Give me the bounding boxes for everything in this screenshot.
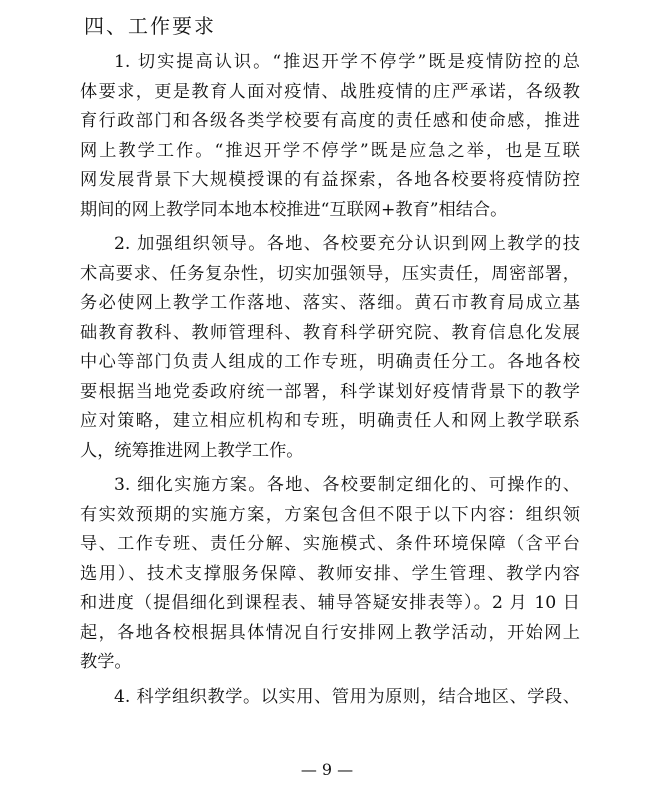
paragraph-3 <box>80 471 580 678</box>
text-line: 人，统筹推进网上教学工作。 <box>80 440 304 461</box>
text-line: 2. 加强组织领导。各地、各校要充分认识到网上教学的技 <box>114 234 580 254</box>
text-line: 体要求，更是教育人面对疫情、战胜疫情的庄严承诺，各级教 <box>80 81 580 102</box>
text-line: 起，各地各校根据具体情况自行安排网上教学活动，开始网上 <box>80 622 580 643</box>
paragraph-1 <box>80 48 580 225</box>
text-line: 4. 科学组织教学。以实用、管用为原则，结合地区、学段、 <box>114 686 580 707</box>
text-line: 务必使网上教学工作落地、落实、落细。黄石市教育局成立基 <box>80 293 580 313</box>
text-line: 和进度（提倡细化到课程表、辅导答疑安排表等）。2 月 10 日 <box>80 593 580 613</box>
text-line: 网发展背景下大规模授课的有益探索，各地各校要将疫情防控 <box>80 170 580 190</box>
paragraph-2 <box>80 230 580 466</box>
section-heading: 四、工作要求 <box>84 14 216 38</box>
page-number: — 9 — <box>300 760 354 779</box>
text-line: 教学。 <box>80 652 132 672</box>
text-line: 术高要求、任务复杂性，切实加强领导，压实责任，周密部署， <box>80 263 580 284</box>
text-line: 期间的网上教学同本地本校推进“互联网+教育”相结合。 <box>80 199 508 220</box>
text-line: 要根据当地党委政府统一部署，科学谋划好疫情背景下的教学 <box>80 381 580 402</box>
text-line: 应对策略，建立相应机构和专班，明确责任人和网上教学联系 <box>80 411 580 431</box>
text-line: 选用）、技术支撑服务保障、教师安排、学生管理、教学内容 <box>80 563 580 584</box>
paragraph-4 <box>80 683 580 713</box>
text-line: 中心等部门负责人组成的工作专班，明确责任分工。各地各校 <box>80 352 580 372</box>
text-line: 育行政部门和各级各类学校要有高度的责任感和使命感，推进 <box>80 111 580 131</box>
body-text <box>80 48 580 712</box>
text-line: 导、工作专班、责任分解、实施模式、条件环境保障（含平台 <box>80 534 580 554</box>
text-line: 础教育教科、教师管理科、教育科学研究院、教育信息化发展 <box>80 322 580 343</box>
text-line: 网上教学工作。“推迟开学不停学”既是应急之举，也是互联 <box>80 140 580 161</box>
text-line: 3. 细化实施方案。各地、各校要制定细化的、可操作的、 <box>114 475 580 495</box>
text-line: 1. 切实提高认识。“推迟开学不停学”既是疫情防控的总 <box>114 52 580 72</box>
text-line: 有实效预期的实施方案，方案包含但不限于以下内容：组织领 <box>80 504 580 525</box>
